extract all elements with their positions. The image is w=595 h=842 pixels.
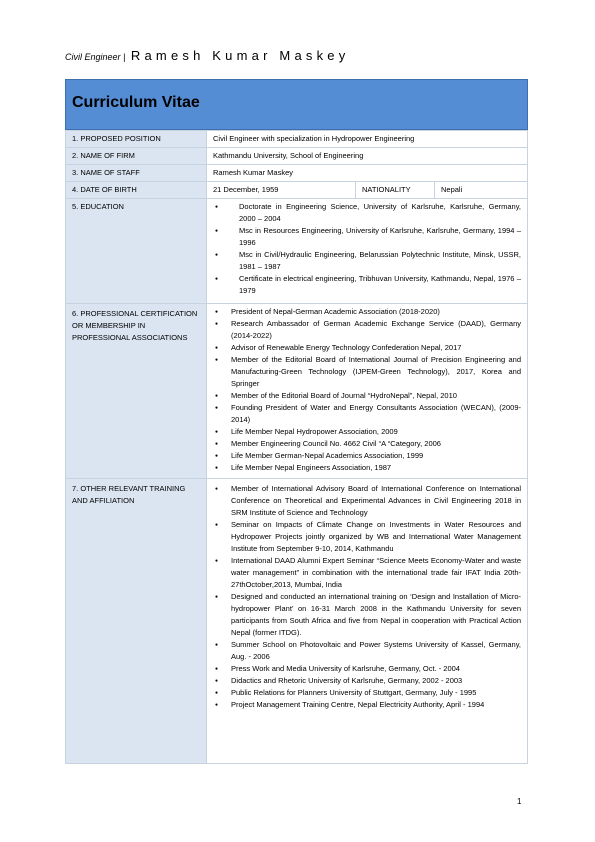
list-item: ● Life Member German-Nepal Academics Association, 1999 bbox=[231, 450, 521, 462]
list-item: ● International DAAD Alumni Expert Seminar “Science Meets Economy-Water and waste water management” in combination with the international trade fair IFAT India 20th-27thOctober,2013, Mumbai, India bbox=[231, 555, 521, 591]
education-list bbox=[213, 201, 521, 297]
label-training: 7. OTHER RELEVANT TRAINING AND AFFILIATION bbox=[66, 479, 207, 764]
list-item: ● Advisor of Renewable Energy Technology Confederation Nepal, 2017 bbox=[231, 342, 521, 354]
page-number: 1 bbox=[517, 797, 522, 806]
row-dob bbox=[66, 182, 528, 199]
list-item: ● Designed and conducted an international training on ‘Design and Installation of Micro-hydropower Plant’ on 16-31 March 2008 in the Kathmandu University for seven participants from South Africa and five from Nepal in cooperation with Practical Action Nepal (former ITDG). bbox=[231, 591, 521, 639]
row-professional bbox=[66, 304, 528, 479]
professional-cell bbox=[207, 304, 528, 479]
label-position: 1. PROPOSED POSITION bbox=[66, 131, 207, 148]
row-education bbox=[66, 199, 528, 304]
list-item: ● Member of the Editorial Board of International Journal of Precision Engineering and Manufacturing-Green Technology (IJPEM-Green Technology), 2017, Korea and Springer bbox=[231, 354, 521, 390]
list-item: ● Member of the Editorial Board of Journal “HydroNepal”, Nepal, 2010 bbox=[231, 390, 521, 402]
list-item: ● Press Work and Media University of Karlsruhe, Germany, Oct. - 2004 bbox=[231, 663, 521, 675]
list-item: ● Certificate in electrical engineering, Tribhuvan University, Kathmandu, Nepal, 1976 – 1979 bbox=[231, 273, 521, 297]
professional-list bbox=[213, 306, 521, 474]
page-header bbox=[65, 48, 349, 63]
cv-title: Curriculum Vitae bbox=[72, 94, 200, 111]
list-item: ● Public Relations for Planners University of Stuttgart, Germany, July - 1995 bbox=[231, 687, 521, 699]
list-item: ● Seminar on Impacts of Climate Change on Investments in Water Resources and Hydropower Projects jointly organized by WB and International Water Management Institute from September 9-10, 2014, Kathmandu bbox=[231, 519, 521, 555]
value-firm: Kathmandu University, School of Engineering bbox=[207, 148, 528, 165]
header-role: Civil Engineer | bbox=[65, 52, 126, 62]
row-training bbox=[66, 479, 528, 764]
label-education: 5. EDUCATION bbox=[66, 199, 207, 304]
list-item: ● Member of International Advisory Board of International Conference on International Conference on Theoretical and Experimental Advances in Civil Engineering 2018 in SRM Institute of Science and Technology bbox=[231, 483, 521, 519]
list-item: ● Member Engineering Council No. 4662 Civil “A “Category, 2006 bbox=[231, 438, 521, 450]
label-firm: 2. NAME OF FIRM bbox=[66, 148, 207, 165]
cv-table bbox=[65, 130, 528, 764]
dob-inner bbox=[207, 182, 527, 198]
cv-title-banner bbox=[65, 79, 528, 130]
value-nationality: Nepali bbox=[441, 185, 463, 194]
value-staff: Ramesh Kumar Maskey bbox=[207, 165, 528, 182]
list-item: ● Founding President of Water and Energy Consultants Association (WECAN), (2009-2014) bbox=[231, 402, 521, 426]
row-staff bbox=[66, 165, 528, 182]
label-nationality: NATIONALITY bbox=[356, 182, 435, 198]
list-item: ● Life Member Nepal Engineers Association, 1987 bbox=[231, 462, 521, 474]
education-cell bbox=[207, 199, 528, 304]
list-item: ● Project Management Training Centre, Nepal Electricity Authority, April - 1994 bbox=[231, 699, 521, 711]
label-dob: 4. DATE OF BIRTH bbox=[66, 182, 207, 199]
list-item: ● Doctorate in Engineering Science, University of Karlsruhe, Karlsruhe, Germany, 2000 – 2004 bbox=[231, 201, 521, 225]
value-dob: 21 December, 1959 bbox=[207, 182, 356, 198]
list-item: ● Didactics and Rhetoric University of Karlsruhe, Germany, 2002 - 2003 bbox=[231, 675, 521, 687]
label-professional: 6. PROFESSIONAL CERTIFICATION OR MEMBERSHIP IN PROFESSIONAL ASSOCIATIONS bbox=[66, 304, 207, 479]
list-item: ● Msc in Civil/Hydraulic Engineering, Belarussian Polytechnic Institute, Minsk, USSR, 1981 – 1987 bbox=[231, 249, 521, 273]
row-firm bbox=[66, 148, 528, 165]
row-position bbox=[66, 131, 528, 148]
list-item: ● Life Member Nepal Hydropower Association, 2009 bbox=[231, 426, 521, 438]
list-item: ● Msc in Resources Engineering, University of Karlsruhe, Karlsruhe, Germany, 1994 – 1996 bbox=[231, 225, 521, 249]
label-staff: 3. NAME OF STAFF bbox=[66, 165, 207, 182]
header-name: Ramesh Kumar Maskey bbox=[130, 48, 350, 63]
list-item: ● President of Nepal-German Academic Association (2018-2020) bbox=[231, 306, 521, 318]
training-cell bbox=[207, 479, 528, 764]
dob-cell bbox=[207, 182, 528, 199]
value-position: Civil Engineer with specialization in Hydropower Engineering bbox=[207, 131, 528, 148]
training-list bbox=[213, 483, 521, 711]
list-item: ● Summer School on Photovoltaic and Power Systems University of Kassel, Germany, Aug. - 2006 bbox=[231, 639, 521, 663]
list-item: ● Research Ambassador of German Academic Exchange Service (DAAD), Germany (2014-2022) bbox=[231, 318, 521, 342]
